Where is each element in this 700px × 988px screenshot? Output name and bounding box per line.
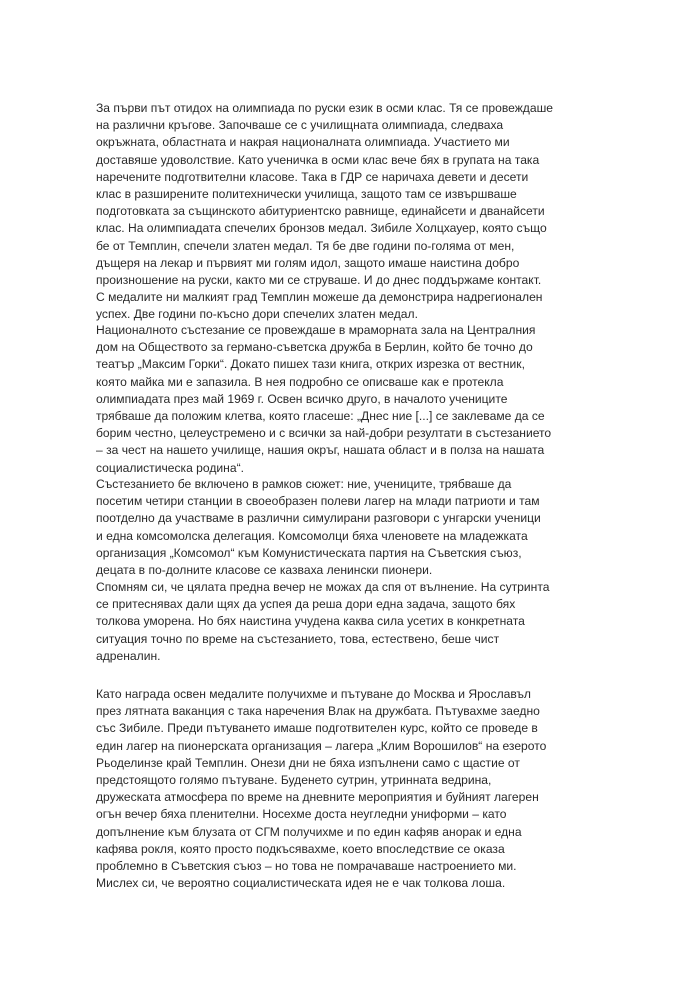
paragraph-national-competition: Националното състезание се провеждаше в мраморната зала на Централния дом на Обществото за германо-съветска дружба в Берлин, който бе точно до театър „Максим Горки“. Докато пишех тази книга, открих изрезка от вестник, която майка ми е запазила. В нея подробно се описваше как е протекла олимпиадата през май 1969 г. Освен всичко друго, в началото учениците трябваше да положим клетва, която гласеше: „Днес ние [...] се заклеваме да се борим честно, целеустремено и с всички за най-добри резултати в състезанието – за чест на нашето училище, нашия окръг, нашата област и в полза на нашата социалистическа родина“. — [96, 323, 552, 475]
paragraph-night-before: Спомням си, че цялата предна вечер не можах да спя от вълнение. На сутринта се притеснявах дали щях да успея да реша дори една задача, защото бях толкова уморена. Но бях наистина учудена каква сила усетих в конкретната ситуация точно по време на състезанието, това, естествено, беше чист адреналин. — [96, 580, 550, 663]
paragraph-friendship-train: Като награда освен медалите получихме и пътуване до Москва и Ярославъл през лятната ваканция с така наречения Влак на дружбата. Пътувахме заедно със Зибиле. Преди пътуването имаше подготвителен курс, който се проведе в един лагер на пионерската организация – лагера „Клим Ворошилов“ на езерото Рьоделинзе край Темплин. Онези дни не бяха изпълнени само с щастие от предстоящото голямо пътуване. Буденето сутрин, утринната ведрина, дружеската атмосфера по време на дневните мероприятия и буйният лагерен огън вечер бяха пленителни. Носехме доста неугледни униформи – като допълнение към блузата от СГМ получихме и по един кафяв анорак и една кафява рокля, която просто подкъсявахме, което впоследствие се оказа проблемно в Съветския съюз – но това не помрачаваше настроението ми. Мислех си, че вероятно социалистическата идея не е чак толкова лоша. — [96, 687, 547, 891]
paragraph-olympiad-first: За първи път отидох на олимпиада по руски език в осми клас. Тя се провеждаше на различни кръгове. Започваше се с училищната олимпиада, следваха окръжната, областната и накрая националната олимпиада. Участието ми доставяше удоволствие. Като ученичка в осми клас вече бях в групата на така наречените подготвителни класове. Така в ГДР се наричаха девети и десети клас в разширените политехнически училища, защото там се извършваше подготовката за същинското абитуриентско равнище, единайсети и дванайсети клас. На олимпиадата спечелих бронзов медал. Зибиле Холцхауер, която също бе от Темплин, спечели златен медал. Тя бе две години по-голяма от мен, дъщеря на лекар и първият ми голям идол, защото имаше наистина добро произношение на руски, както ми се струваше. И до днес поддържаме контакт. С медалите ни малкият град Темплин можеше да демонстрира надрегионален успех. Две години по-късно дори спечелих златен медал. — [96, 101, 553, 322]
paragraph-competition-format: Състезанието бе включено в рамков сюжет: ние, учениците, трябваше да посетим четири станции в своеобразен полеви лагер на млади патриоти и там поотделно да участваме в различни симулирани разговори с унгарски ученици и една комсомолска делегация. Комсомолци бяха членовете на младежката организация „Комсомол“ към Комунистическата партия на Съветския съюз, децата в по-долните класове се казваха ленински пионери. — [96, 477, 541, 578]
